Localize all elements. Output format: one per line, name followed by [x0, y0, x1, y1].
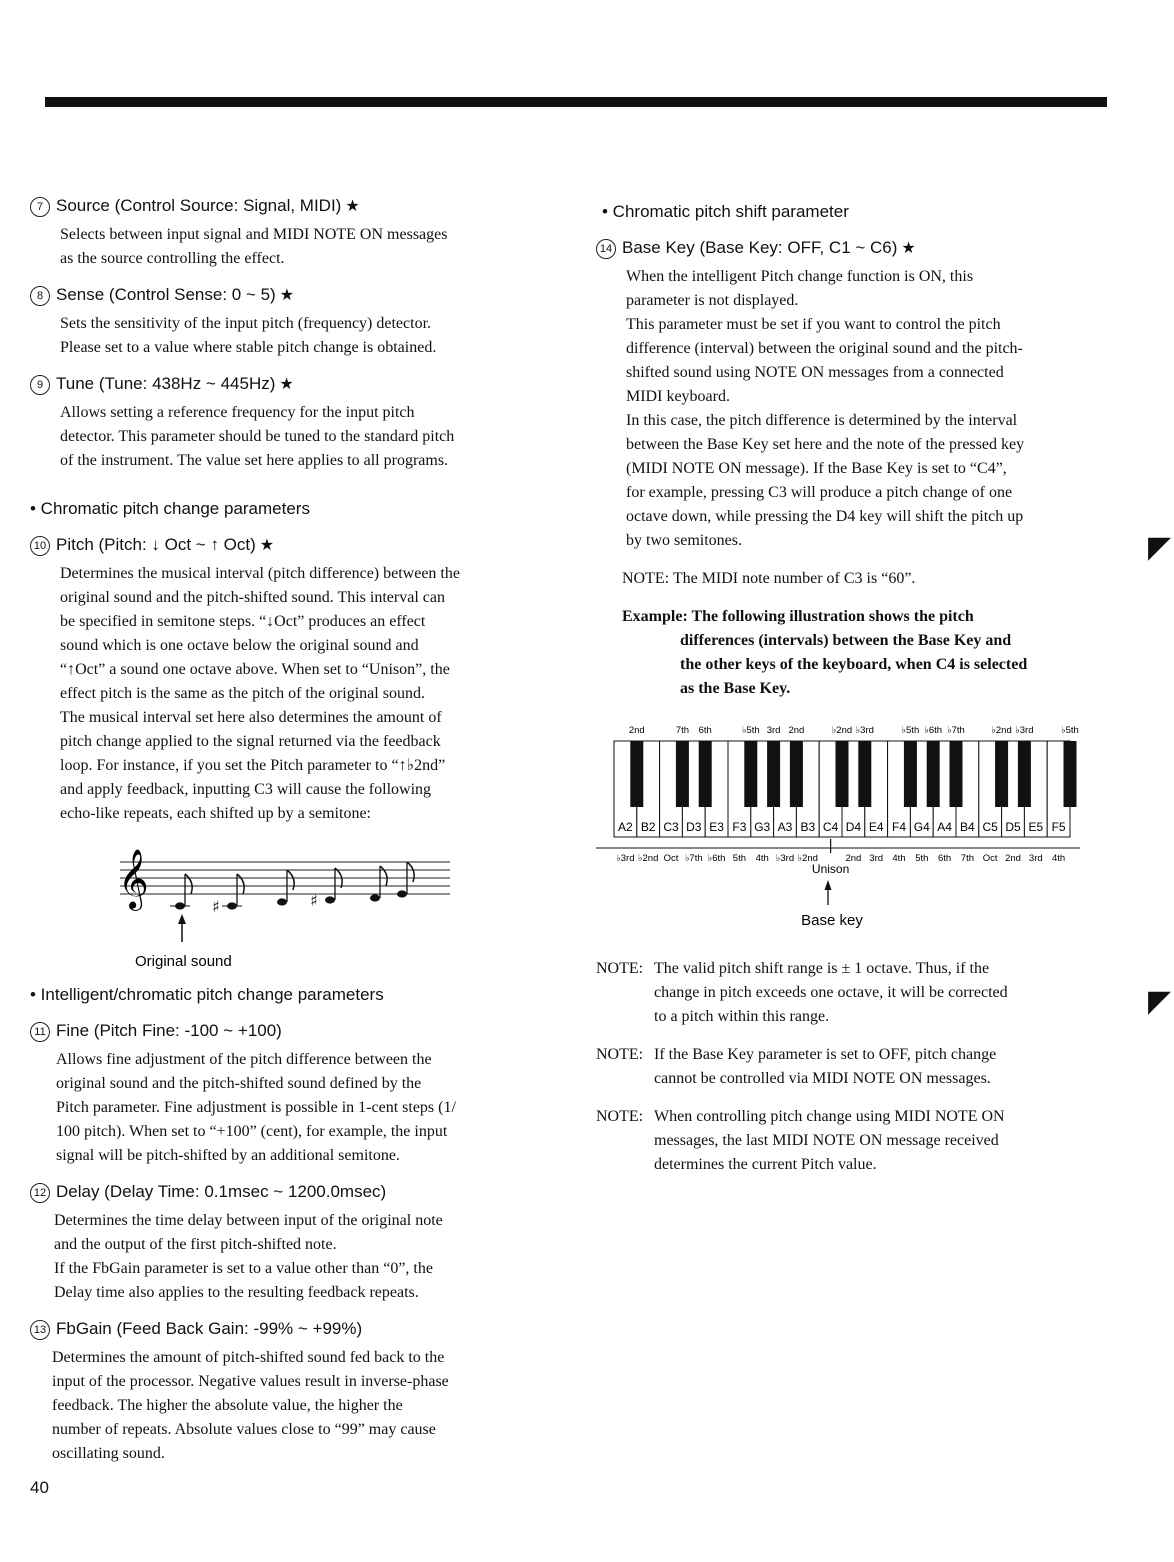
black-key: [858, 741, 871, 807]
white-key-label: F4: [891, 820, 907, 834]
white-key-label: B2: [640, 820, 656, 834]
black-key: [950, 741, 963, 807]
note-1: [170, 874, 192, 910]
bottom-interval-label: ♭7th: [684, 853, 703, 864]
black-key: [630, 741, 643, 807]
top-interval-labels: [629, 725, 1079, 736]
top-interval-label: 6th: [698, 725, 712, 736]
param-fine: [30, 1021, 550, 1168]
bottom-interval-label: 2nd: [845, 853, 862, 864]
top-interval-label: 2nd: [628, 725, 645, 736]
page-margin-mark: ◤: [1148, 531, 1172, 564]
param-body: When the intelligent Pitch change function is ON, this parameter is not displayed. This parameter must be set if you want to control the pitch difference (interval) between the original sound and the pitch- shifted sound using NOTE ON messages from a connected MIDI keyboard. In this case, the pitch difference is determined by the interval between the Base Key set here and the note of the pressed key (MIDI NOTE ON message). If the Base Key is set to “C4”, for example, pressing C3 will produce a pitch change of one octave down, while pressing the D4 key will shift the pitch up by two semitones.: [626, 268, 1025, 549]
bottom-interval-label: 4th: [892, 853, 906, 864]
page-number: 40: [30, 1478, 49, 1497]
black-key: [699, 741, 712, 807]
note-midi-number: NOTE: The MIDI note number of C3 is “60”.: [622, 570, 916, 587]
base-key-label: Base key: [801, 912, 863, 929]
black-key: [995, 741, 1008, 807]
staff-caption: Original sound: [135, 953, 232, 970]
white-key-label: F3: [732, 820, 747, 834]
param-tune: [30, 374, 550, 473]
bottom-interval-label: 2nd: [1005, 853, 1021, 864]
note-item: NOTE: If the Base Key parameter is set to OFF, pitch change cannot be controlled via MIDI NOTE ON messages.: [596, 1046, 997, 1087]
param-base-key: [596, 238, 1116, 553]
white-key-label: E4: [868, 820, 884, 834]
black-key: [676, 741, 689, 807]
circled-number: 7: [30, 197, 50, 217]
top-interval-label: 2nd: [788, 725, 805, 736]
circled-number: 13: [30, 1320, 50, 1340]
section-heading-intelligent: • Intelligent/chromatic pitch change parameters: [30, 985, 384, 1004]
param-heading: 14 Base Key (Base Key: OFF, C1 ~ C6) ★: [596, 238, 1116, 259]
bottom-interval-label: Oct: [982, 853, 998, 864]
param-heading: 8 Sense (Control Sense: 0 ~ 5) ★: [30, 285, 550, 306]
white-key-label: F5: [1051, 820, 1066, 834]
white-key-label: D3: [686, 820, 702, 834]
star-icon: ★: [345, 198, 360, 215]
white-key-label: A4: [937, 820, 952, 834]
top-interval-label: ♭2nd: [831, 725, 853, 736]
top-interval-label: 7th: [675, 725, 690, 736]
white-key-label: D4: [845, 820, 862, 834]
param-body: Determines the musical interval (pitch difference) between the original sound and the pitch-shifted sound. This interval can be specified in semitone steps. “↓Oct” produces an effect sound which is one octave below the original sound and “↑Oct” a sound one octave above. When set to “Unison”, the effect pitch is the same as the pitch of the original sound. The musical interval set here also determines the amount of pitch change applied to the signal returned via the feedback loop. For instance, if you set the Pitch parameter to “↑♭2nd” and apply feedback, inputting C3 will cause the following echo-like repeats, each shifted up by a semitone:: [60, 565, 460, 822]
top-interval-label: ♭5th: [741, 725, 760, 736]
svg-text:♯: ♯: [310, 891, 318, 910]
param-body: Determines the amount of pitch-shifted sound fed back to the input of the processor. Negative values result in inverse-phase feedback. The higher the absolute value, the higher the number of repeats. Absolute values close to “99” may cause oscillating sound.: [52, 1349, 449, 1462]
note-item: NOTE: When controlling pitch change using MIDI NOTE ON messages, the last MIDI NOTE ON message received determines the current Pitch value.: [596, 1108, 1005, 1173]
black-key: [1064, 741, 1077, 807]
note-2: [212, 874, 244, 916]
black-key: [927, 741, 940, 807]
white-key-label: G3: [754, 820, 771, 834]
note-5: [370, 866, 387, 902]
top-interval-label: 3rd: [766, 725, 781, 736]
star-icon: ★: [279, 376, 294, 393]
param-heading: 12 Delay (Delay Time: 0.1msec ~ 1200.0msec): [30, 1182, 550, 1203]
svg-text:♯: ♯: [212, 897, 220, 916]
white-key-label: B4: [960, 820, 975, 834]
circled-number: 11: [30, 1022, 50, 1042]
circled-number: 8: [30, 286, 50, 306]
treble-clef-icon: 𝄞: [118, 849, 149, 909]
section-heading-pitch-shift: • Chromatic pitch shift parameter: [602, 202, 849, 221]
white-key-label: A2: [618, 820, 633, 834]
white-key-label: C3: [663, 820, 679, 834]
param-pitch: [30, 535, 550, 826]
star-icon: ★: [901, 240, 916, 257]
top-interval-label: ♭3rd: [1015, 725, 1034, 736]
black-key: [1018, 741, 1031, 807]
bottom-interval-label: ♭2nd: [638, 853, 659, 864]
bottom-interval-label: 7th: [960, 853, 975, 864]
white-key-label: C4: [822, 820, 839, 834]
top-interval-label: ♭5th: [901, 725, 920, 736]
top-interval-label: ♭7th: [947, 725, 965, 736]
bottom-interval-label: 5th: [732, 853, 747, 864]
white-key-label: A3: [777, 820, 793, 834]
param-fbgain: [30, 1319, 550, 1466]
param-body: Selects between input signal and MIDI NOTE ON messages as the source controlling the effect.: [60, 226, 448, 267]
param-body: Allows fine adjustment of the pitch difference between the original sound and the pitch-shifted sound defined by the Pitch parameter. Fine adjustment is possible in 1-cent steps (1/ 100 pitch). When set to “+100” (cent), for example, the input signal will be pitch-shifted by an additional semitone.: [56, 1051, 456, 1164]
top-interval-label: ♭6th: [924, 725, 943, 736]
circled-number: 9: [30, 375, 50, 395]
param-heading: 9 Tune (Tune: 438Hz ~ 445Hz) ★: [30, 374, 550, 395]
star-icon: ★: [279, 287, 295, 304]
black-key: [836, 741, 849, 807]
up-arrow-icon: [825, 880, 832, 905]
white-key-label: C5: [982, 820, 998, 834]
right-column: [596, 202, 1116, 1191]
note-3: [277, 870, 294, 906]
param-heading: 13 FbGain (Feed Back Gain: -99% ~ +99%): [30, 1319, 550, 1340]
circled-number: 14: [596, 239, 616, 259]
top-interval-label: ♭5th: [1061, 725, 1079, 736]
param-heading: 10 Pitch (Pitch: ↓ Oct ~ ↑ Oct) ★: [30, 535, 550, 556]
black-key: [790, 741, 803, 807]
bottom-interval-label: ♭2nd: [797, 853, 818, 864]
top-interval-label: ♭2nd: [991, 725, 1012, 736]
bottom-interval-label: 5th: [915, 853, 929, 864]
black-key: [767, 741, 780, 807]
white-key-label: D5: [1005, 820, 1021, 834]
example-caption: Example: The following illustration shows the pitch differences (intervals) between the Base Key and the other keys of the keyboard, when C4 is selected as the Base Key.: [622, 608, 1028, 697]
star-icon: ★: [259, 537, 275, 554]
note-4: [310, 868, 342, 910]
circled-number: 12: [30, 1183, 50, 1203]
param-body: Determines the time delay between input of the original note and the output of the first pitch-shifted note. If the FbGain parameter is set to a value other than “0”, the Delay time also applies to the resulting feedback repeats.: [54, 1212, 443, 1301]
black-key: [744, 741, 757, 807]
param-heading: 7 Source (Control Source: Signal, MIDI) ★: [30, 196, 550, 217]
bottom-interval-label: Oct: [663, 853, 679, 864]
white-key-label: E5: [1028, 820, 1044, 834]
param-heading: 11 Fine (Pitch Fine: -100 ~ +100): [30, 1021, 550, 1042]
bottom-interval-label: 3rd: [869, 853, 884, 864]
bottom-interval-label: ♭3rd: [775, 853, 795, 864]
circled-number: 10: [30, 536, 50, 556]
section-heading-chromatic: • Chromatic pitch change parameters: [30, 499, 310, 518]
bottom-interval-label: 4th: [755, 853, 769, 864]
music-staff-illustration: [30, 840, 530, 975]
param-delay: [30, 1182, 550, 1305]
note-6: [397, 862, 414, 898]
header-rule: [45, 97, 1107, 107]
bottom-interval-label: ♭3rd: [616, 853, 635, 864]
notes-list: [596, 957, 1116, 1177]
param-source: [30, 196, 550, 271]
bottom-interval-label: 6th: [937, 853, 952, 864]
bottom-interval-label: ♭6th: [707, 853, 726, 864]
param-body: Allows setting a reference frequency for the input pitch detector. This parameter should be tuned to the standard pitch of the instrument. The value set here applies to all programs.: [60, 404, 455, 469]
staff-lines: [120, 862, 450, 894]
keyboard-diagram: [596, 713, 1096, 953]
param-body: Sets the sensitivity of the input pitch (frequency) detector. Please set to a value where stable pitch change is obtained.: [60, 315, 437, 356]
white-key-label: B3: [800, 820, 816, 834]
note-item: NOTE: The valid pitch shift range is ± 1 octave. Thus, if the change in pitch exceeds one octave, it will be corrected to a pitch within this range.: [596, 960, 1008, 1025]
top-interval-label: ♭3rd: [855, 725, 874, 736]
white-key-label: E3: [709, 820, 724, 834]
up-arrow-icon: [178, 914, 186, 942]
param-sense: [30, 285, 550, 360]
page-margin-mark: ◤: [1148, 985, 1172, 1018]
white-key-label: G4: [913, 820, 930, 834]
bottom-interval-label: 3rd: [1028, 853, 1043, 864]
left-column: [30, 196, 550, 1480]
bottom-interval-label: 4th: [1051, 853, 1066, 864]
unison-label: Unison: [811, 862, 850, 876]
black-key: [904, 741, 917, 807]
